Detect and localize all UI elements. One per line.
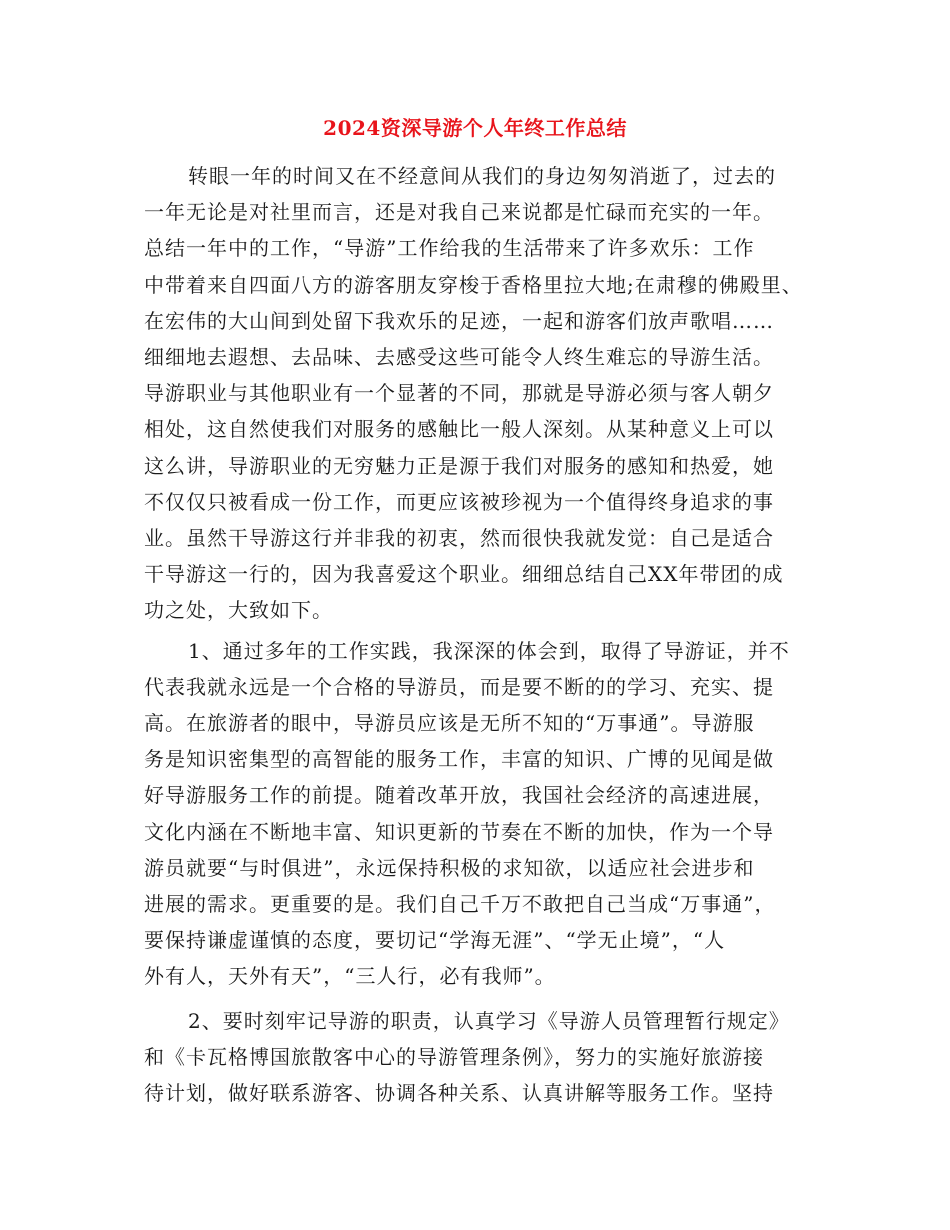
document-title: 2024资深导游个人年终工作总结 [323, 116, 627, 140]
body-line: 在宏伟的大山间到处留下我欢乐的足迹，一起和游客们放声歌唱…… [144, 309, 774, 333]
body-line: 游员就要“与时俱进”，永远保持积极的求知欲，以适应社会进步和 [144, 856, 755, 880]
body-line: 好导游服务工作的前提。随着改革开放，我国社会经济的高速进展， [144, 783, 774, 807]
body-line: 总结一年中的工作，“导游”工作给我的生活带来了许多欢乐：工作 [144, 236, 755, 260]
body-line: 功之处，大致如下。 [144, 598, 333, 622]
body-line: 外有人，天外有天”，“三人行，必有我师”。 [144, 964, 556, 988]
body-line: 2、要时刻牢记导游的职责，认真学习《导游人员管理暂行规定》 [188, 1009, 790, 1033]
body-line: 高。在旅游者的眼中，导游员应该是无所不知的“万事通”。导游服 [144, 711, 755, 735]
body-line: 代表我就永远是一个合格的导游员，而是要不断的的学习、充实、提 [144, 675, 774, 699]
body-line: 相处，这自然使我们对服务的感触比一般人深刻。从某种意义上可以 [144, 417, 774, 441]
body-line: 干导游这一行的，因为我喜爱这个职业。细细总结自己XX年带团的成 [144, 562, 784, 586]
body-line: 待计划，做好联系游客、协调各种关系、认真讲解等服务工作。坚持 [144, 1081, 774, 1105]
body-line: 一年无论是对社里而言，还是对我自己来说都是忙碌而充实的一年。 [144, 200, 774, 224]
body-line: 要保持谦虚谨慎的态度，要切记“学海无涯”、“学无止境”，“人 [144, 928, 726, 952]
body-line: 和《卡瓦格博国旅散客中心的导游管理条例》，努力的实施好旅游接 [144, 1045, 764, 1069]
body-line: 这么讲，导游职业的无穷魅力正是源于我们对服务的感知和热爱，她 [144, 454, 774, 478]
body-line: 转眼一年的时间又在不经意间从我们的身边匆匆消逝了，过去的 [188, 164, 776, 188]
body-line: 1、通过多年的工作实践，我深深的体会到，取得了导游证，并不 [188, 639, 790, 663]
body-line: 细细地去遐想、去品味、去感受这些可能令人终生难忘的导游生活。 [144, 345, 774, 369]
body-line: 导游职业与其他职业有一个显著的不同，那就是导游必须与客人朝夕 [144, 381, 774, 405]
body-line: 不仅仅只被看成一份工作，而更应该被珍视为一个值得终身追求的事 [144, 490, 774, 514]
body-line: 文化内涵在不断地丰富、知识更新的节奏在不断的加快，作为一个导 [144, 820, 774, 844]
body-line: 进展的需求。更重要的是。我们自己千万不敢把自己当成“万事通”， [144, 892, 776, 916]
body-line: 中带着来自四面八方的游客朋友穿梭于香格里拉大地;在肃穆的佛殿里、 [144, 273, 803, 297]
body-line: 务是知识密集型的高智能的服务工作，丰富的知识、广博的见闻是做 [144, 747, 774, 771]
body-line: 业。虽然干导游这行并非我的初衷，然而很快我就发觉：自己是适合 [144, 526, 774, 550]
